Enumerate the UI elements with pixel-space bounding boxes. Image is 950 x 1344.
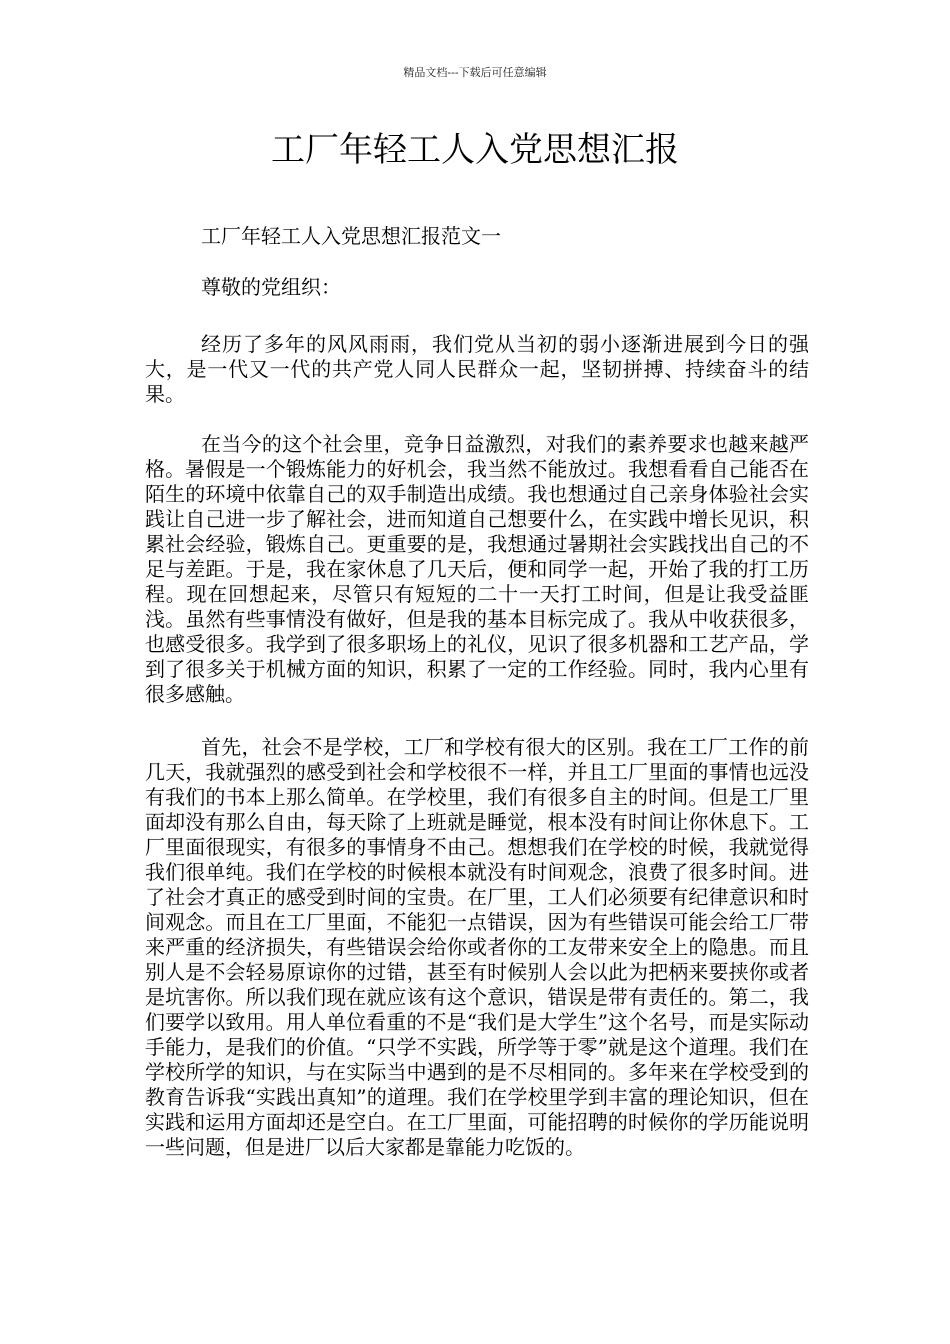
document-subtitle: 工厂年轻工人入党思想汇报范文一	[201, 224, 501, 248]
body-paragraph: 首先，社会不是学校，工厂和学校有很大的区别。我在工厂工作的前几天，我就强烈的感受到社会和学校很不一样，并且工厂里面的事情也远没有我们的书本上那么简单。在学校里，我们有很多自主的时间。但是工厂里面却没有那么自由，每天除了上班就是睡觉，根本没有时间让你休息下。工厂里面很现实，有很多的事情身不由己。想想我们在学校的时候，我就觉得我们很单纯。我们在学校的时候根本就没有时间观念，浪费了很多时间。进了社会才真正的感受到时间的宝贵。在厂里，工人们必须要有纪律意识和时间观念。而且在工厂里面，不能犯一点错误，因为有些错误可能会给工厂带来严重的经济损失，有些错误会给你或者你的工友带来安全上的隐患。而且别人是不会轻易原谅你的过错，甚至有时候别人会以此为把柄来要挟你或者是坑害你。所以我们现在就应该有这个意识，错误是带有责任的。第二，我们要学以致用。用人单位看重的不是“我们是大学生”这个名号，而是实际动手能力，是我们的价值。“只学不实践，所学等于零”就是这个道理。我们在学校所学的知识，与在实际当中遇到的是不尽相同的。多年来在学校受到的教育告诉我“实践出真知”的道理。我们在学校里学到丰富的理论知识，但在实践和运用方面却还是空白。在工厂里面，可能招聘的时候你的学历能说明一些问题，但是进厂以后大家都是靠能力吃饭的。	[145, 735, 809, 1159]
document-body	[145, 224, 809, 1185]
salutation: 尊敬的党组织：	[201, 275, 341, 299]
body-paragraph: 在当今的这个社会里，竞争日益激烈，对我们的素养要求也越来越严格。暑假是一个锻炼能力的好机会，我当然不能放过。我想看看自己能否在陌生的环境中依靠自己的双手制造出成绩。我也想通过自己亲身体验社会实践让自己进一步了解社会，进而知道自己想要什么，在实践中增长见识，积累社会经验，锻炼自己。更重要的是，我想通过暑期社会实践找出自己的不足与差距。于是，我在家休息了几天后，便和同学一起，开始了我的打工历程。现在回想起来，尽管只有短短的二十一天打工时间，但是让我受益匪浅。虽然有些事情没有做好，但是我的基本目标完成了。我从中收获很多，也感受很多。我学到了很多职场上的礼仪，见识了很多机器和工艺产品，学到了很多关于机械方面的知识，积累了一定的工作经验。同时，我内心里有很多感触。	[145, 432, 809, 706]
document-title: 工厂年轻工人入党思想汇报	[271, 130, 679, 170]
body-paragraph: 经历了多年的风风雨雨，我们党从当初的弱小逐渐进展到今日的强大，是一代又一代的共产党人同人民群众一起，坚韧拼搏、持续奋斗的结果。	[145, 332, 809, 406]
header-note: 精品文档---下载后可任意编辑	[403, 66, 547, 79]
